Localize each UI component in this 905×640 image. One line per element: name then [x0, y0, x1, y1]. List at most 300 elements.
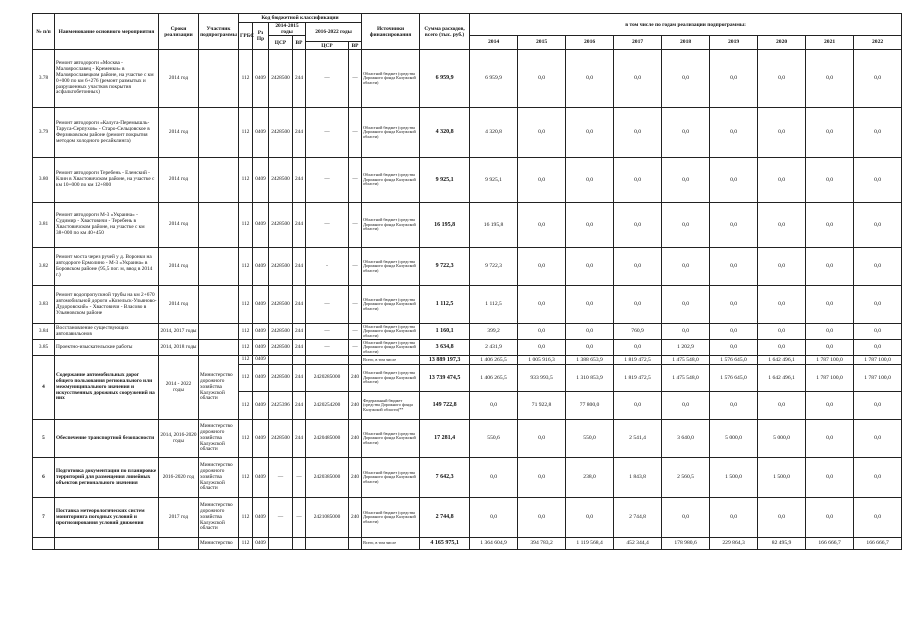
year-amount: 82 495,9	[758, 538, 806, 550]
year-amount: 0,0	[854, 498, 902, 538]
vr-code-1: 244	[293, 324, 306, 340]
implementation-term: 2014 год	[159, 286, 199, 324]
year-amount: 16 195,8	[470, 203, 518, 248]
rzpr-code: 0409	[253, 498, 269, 538]
funding-source: Областной бюджет (средства Дорожного фонда Калужской области)	[362, 365, 420, 392]
vr-code-2: 240	[349, 392, 362, 420]
year-amount: 0,0	[854, 340, 902, 356]
row-number: 3.81	[33, 203, 55, 248]
year-amount: 0,0	[518, 458, 566, 498]
table-row	[33, 286, 902, 324]
total-amount: 16 195,8	[420, 203, 470, 248]
csr-code-1: 2428500	[269, 365, 293, 392]
total-amount: 1 112,5	[420, 286, 470, 324]
funding-source: Областной бюджет (средства Дорожного фонда Калужской области)	[362, 50, 420, 108]
vr-code-1: 244	[293, 248, 306, 286]
year-amount: 166 666,7	[806, 538, 854, 550]
table-row	[33, 498, 902, 538]
year-amount: 0,0	[518, 340, 566, 356]
year-amount: 1 819 472,5	[614, 356, 662, 365]
total-amount: 17 281,4	[420, 420, 470, 458]
total-amount: 9 722,3	[420, 248, 470, 286]
vr-code-2: 240	[349, 365, 362, 392]
vr-code-1: 244	[293, 158, 306, 203]
csr-code-1: 2428500	[269, 286, 293, 324]
implementation-term: 2014 год	[159, 203, 199, 248]
csr-code-1: 2428500	[269, 158, 293, 203]
event-name: Обеспечение транспортной безопасности	[55, 420, 159, 458]
vr-code-1: 244	[293, 286, 306, 324]
csr-code-1: —	[269, 458, 293, 498]
header-rzpr: Рз Пр	[253, 23, 269, 50]
funding-source: Областной бюджет (средства Дорожного фонда Калужской области)	[362, 498, 420, 538]
year-amount: 6 959,9	[470, 50, 518, 108]
funding-source: Областной бюджет (средства Дорожного фонда Калужской области)	[362, 248, 420, 286]
event-name: Ремонт моста через ручей у д. Воронки на автодороге Ермолино - М-3 «Украина» в Боровском районе (95,5 пог. м, ввод в 2014 г.)	[55, 248, 159, 286]
year-amount: 2 541,4	[614, 420, 662, 458]
row-number: 5	[33, 420, 55, 458]
year-amount: 0,0	[758, 203, 806, 248]
funding-source: Федеральный бюджет (средства Дорожного фонда Калужской области)**	[362, 392, 420, 420]
grbs-code: 112	[239, 158, 253, 203]
empty-cell	[269, 538, 293, 550]
header-year: 2019	[710, 36, 758, 50]
year-amount: 1 642 496,1	[758, 365, 806, 392]
year-amount: 0,0	[614, 158, 662, 203]
participant: Министерство	[199, 538, 239, 550]
funding-source: Всего, в том числе	[362, 356, 420, 365]
year-amount: 0,0	[806, 420, 854, 458]
year-amount: 0,0	[710, 248, 758, 286]
participant	[199, 108, 239, 158]
year-amount: 0,0	[614, 50, 662, 108]
year-amount: 1 119 568,4	[566, 538, 614, 550]
rzpr-code: 0409	[253, 158, 269, 203]
header-by-years: в том числе по годам реализации подпрограммы:	[470, 14, 902, 36]
year-amount: 0,0	[662, 324, 710, 340]
year-amount: 0,0	[518, 286, 566, 324]
implementation-term: 2014, 2018 годы	[159, 340, 199, 356]
year-amount: 0,0	[614, 340, 662, 356]
implementation-term: 2016-2020 год	[159, 458, 199, 498]
header-participant: Участник подпрограммы	[199, 14, 239, 50]
year-amount: 0,0	[518, 248, 566, 286]
rzpr-code: 0409	[253, 340, 269, 356]
total-amount: 149 722,8	[420, 392, 470, 420]
empty-cell	[293, 538, 306, 550]
year-amount: 0,0	[662, 203, 710, 248]
year-amount: 0,0	[758, 108, 806, 158]
year-amount: 0,0	[758, 324, 806, 340]
year-amount: 0,0	[662, 50, 710, 108]
year-amount: 0,0	[710, 498, 758, 538]
year-amount: 229 864,3	[710, 538, 758, 550]
year-amount: 0,0	[854, 392, 902, 420]
vr-code-1: 244	[293, 392, 306, 420]
year-amount: 1 787 100,0	[806, 356, 854, 365]
csr-code-1: 2428500	[269, 340, 293, 356]
year-amount: 0,0	[662, 498, 710, 538]
total-amount: 4 320,8	[420, 108, 470, 158]
rzpr-code: 0409	[253, 458, 269, 498]
year-amount: 2 431,9	[470, 340, 518, 356]
table-row	[33, 248, 902, 286]
implementation-term: 2014, 2017 годы	[159, 324, 199, 340]
year-amount: 0,0	[758, 392, 806, 420]
vr-code-1: —	[293, 498, 306, 538]
year-amount: 0,0	[566, 158, 614, 203]
year-amount: 5 000,0	[710, 420, 758, 458]
grbs-code: 112	[239, 356, 253, 365]
csr-code-2	[306, 356, 349, 365]
year-amount: 0,0	[518, 324, 566, 340]
event-name: Проектно-изыскательские работы	[55, 340, 159, 356]
vr-code-2: —	[349, 324, 362, 340]
year-amount: 1 500,0	[758, 458, 806, 498]
year-amount: 394 783,2	[518, 538, 566, 550]
year-amount: 0,0	[806, 248, 854, 286]
year-amount: 0,0	[806, 286, 854, 324]
funding-source: Областной бюджет (средства Дорожного фонда Калужской области)	[362, 340, 420, 356]
funding-source: Областной бюджет (средства Дорожного фонда Калужской области)	[362, 108, 420, 158]
rzpr-code: 0409	[253, 365, 269, 392]
table-row	[33, 158, 902, 203]
vr-code-1: 244	[293, 420, 306, 458]
vr-code-2: —	[349, 50, 362, 108]
year-amount: 1 388 653,9	[566, 356, 614, 365]
table-row	[33, 356, 902, 365]
vr-code-1: 244	[293, 108, 306, 158]
header-number: № п/п	[33, 14, 55, 50]
year-amount: 0,0	[518, 498, 566, 538]
grbs-code: 112	[239, 286, 253, 324]
header-year: 2014	[470, 36, 518, 50]
participant	[199, 50, 239, 108]
year-amount: 0,0	[518, 108, 566, 158]
year-amount: 0,0	[566, 498, 614, 538]
vr-code-1: 244	[293, 365, 306, 392]
csr-code-2: 2420385000	[306, 458, 349, 498]
participant: Министерство дорожного хозяйства Калужской области	[199, 458, 239, 498]
vr-code-2: 240	[349, 458, 362, 498]
rzpr-code: 0409	[253, 392, 269, 420]
header-year: 2018	[662, 36, 710, 50]
year-amount: 0,0	[662, 392, 710, 420]
row-number: 3.79	[33, 108, 55, 158]
csr-code-2: 2421085000	[306, 498, 349, 538]
implementation-term: 2014, 2016-2020 годы	[159, 420, 199, 458]
year-amount: 0,0	[518, 50, 566, 108]
total-amount: 13 889 197,3	[420, 356, 470, 365]
year-amount: 0,0	[806, 203, 854, 248]
year-amount: 0,0	[710, 340, 758, 356]
rzpr-code: 0409	[253, 324, 269, 340]
rzpr-code: 0409	[253, 248, 269, 286]
year-amount: 0,0	[854, 286, 902, 324]
year-amount: 1 475 548,0	[662, 365, 710, 392]
csr-code-1: —	[269, 498, 293, 538]
year-amount: 1 364 604,9	[470, 538, 518, 550]
year-amount: 0,0	[806, 324, 854, 340]
year-amount: 1 475 548,0	[662, 356, 710, 365]
vr-code-1: 244	[293, 340, 306, 356]
year-amount: 9 925,1	[470, 158, 518, 203]
year-amount: 0,0	[566, 324, 614, 340]
total-amount: 6 959,9	[420, 50, 470, 108]
table-row	[33, 538, 902, 550]
year-amount: 0,0	[854, 203, 902, 248]
year-amount: 9 722,3	[470, 248, 518, 286]
year-amount: 1 112,5	[470, 286, 518, 324]
year-amount: 0,0	[614, 108, 662, 158]
year-amount: 3 640,0	[662, 420, 710, 458]
participant: Министерство дорожного хозяйства Калужской области	[199, 498, 239, 538]
csr-code-1: 2425396	[269, 392, 293, 420]
header-year: 2016	[566, 36, 614, 50]
row-number: 3.85	[33, 340, 55, 356]
year-amount: 0,0	[758, 50, 806, 108]
year-amount: 1 310 853,9	[566, 365, 614, 392]
year-amount: 933 993,5	[518, 365, 566, 392]
csr-code-1: 2428500	[269, 203, 293, 248]
year-amount: 0,0	[614, 203, 662, 248]
event-name: Подготовка документации по планировке территорий для размещения линейных объектов регионального значения	[55, 458, 159, 498]
year-amount: 0,0	[758, 498, 806, 538]
participant	[199, 203, 239, 248]
row-number: 7	[33, 498, 55, 538]
year-amount: 1 005 916,3	[518, 356, 566, 365]
grbs-code: 112	[239, 365, 253, 392]
participant: Министерство дорожного хозяйства Калужской области	[199, 420, 239, 458]
rzpr-code: 0409	[253, 356, 269, 365]
csr-code-1	[269, 356, 293, 365]
vr-code-1: —	[293, 458, 306, 498]
year-amount: 0,0	[470, 458, 518, 498]
year-amount: 0,0	[518, 420, 566, 458]
year-amount: 0,0	[662, 248, 710, 286]
csr-code-1: 2428500	[269, 248, 293, 286]
vr-code-2: —	[349, 286, 362, 324]
csr-code-2: —	[306, 108, 349, 158]
year-amount: 0,0	[662, 158, 710, 203]
year-amount: 0,0	[806, 392, 854, 420]
year-amount: 238,0	[566, 458, 614, 498]
year-amount: 550,6	[470, 420, 518, 458]
year-amount: 0,0	[710, 286, 758, 324]
year-amount: 0,0	[470, 392, 518, 420]
csr-code-2: 2420485000	[306, 420, 349, 458]
header-vr-1: ВР	[293, 36, 306, 50]
year-amount: 0,0	[710, 392, 758, 420]
event-name: Ремонт автодороги Теребень - Еленский - Клин в Хвастовичском районе, на участке с км 10+000 по км 12+800	[55, 158, 159, 203]
csr-code-2: —	[306, 50, 349, 108]
year-amount: 0,0	[758, 158, 806, 203]
year-amount: 0,0	[758, 340, 806, 356]
csr-code-2: 2420285000	[306, 365, 349, 392]
event-name: Содержание автомобильных дорог общего пользования регионального или межмуниципального значения и искусственных дорожных сооружений на них	[55, 356, 159, 420]
year-amount: 0,0	[854, 50, 902, 108]
year-amount: 1 202,9	[662, 340, 710, 356]
row-number: 4	[33, 356, 55, 420]
row-number: 3.78	[33, 50, 55, 108]
header-sources: Источники финансирования	[362, 14, 420, 50]
year-amount: 0,0	[614, 392, 662, 420]
funding-source: Областной бюджет (средства Дорожного фонда Калужской области)	[362, 420, 420, 458]
csr-code-1: 2428500	[269, 420, 293, 458]
header-event: Наименование основного мероприятия	[55, 14, 159, 50]
year-amount: 0,0	[854, 458, 902, 498]
rzpr-code: 0409	[253, 538, 269, 550]
year-amount: 77 800,0	[566, 392, 614, 420]
empty-cell	[306, 538, 349, 550]
year-amount: 0,0	[518, 158, 566, 203]
year-amount: 0,0	[566, 108, 614, 158]
csr-code-2: —	[306, 286, 349, 324]
event-name: Поставка метеорологических систем мониторинга погодных условий и прогнозирования условий движения	[55, 498, 159, 538]
year-amount: 0,0	[806, 458, 854, 498]
year-amount: 0,0	[566, 203, 614, 248]
header-csr-2: ЦСР	[306, 42, 349, 50]
year-amount: 0,0	[854, 324, 902, 340]
header-year: 2015	[518, 36, 566, 50]
implementation-term: 2014 год	[159, 248, 199, 286]
year-amount: 0,0	[614, 248, 662, 286]
total-amount: 4 165 975,1	[420, 538, 470, 550]
funding-source: Областной бюджет (средства Дорожного фонда Калужской области)	[362, 158, 420, 203]
table-row	[33, 324, 902, 340]
grbs-code: 112	[239, 340, 253, 356]
year-amount: 71 922,8	[518, 392, 566, 420]
total-amount: 3 634,8	[420, 340, 470, 356]
total-amount: 7 642,3	[420, 458, 470, 498]
header-total: Сумма расходов, всего (тыс. руб.)	[420, 14, 470, 50]
rzpr-code: 0409	[253, 420, 269, 458]
participant	[199, 324, 239, 340]
header-year: 2020	[758, 36, 806, 50]
year-amount: 0,0	[758, 248, 806, 286]
vr-code-2	[349, 356, 362, 365]
year-amount: 1 406 265,5	[470, 365, 518, 392]
row-number: 3.82	[33, 248, 55, 286]
table-row	[33, 50, 902, 108]
rzpr-code: 0409	[253, 203, 269, 248]
table-row	[33, 108, 902, 158]
year-amount: 0,0	[566, 286, 614, 324]
table-header	[33, 14, 902, 50]
vr-code-1: 244	[293, 203, 306, 248]
year-amount: 0,0	[566, 340, 614, 356]
funding-source: Областной бюджет (средства Дорожного фонда Калужской области)	[362, 324, 420, 340]
year-amount: 0,0	[470, 498, 518, 538]
empty-cell	[349, 538, 362, 550]
year-amount: 1 576 645,0	[710, 356, 758, 365]
implementation-term: 2014 год	[159, 158, 199, 203]
year-amount: 1 787 100,0	[806, 365, 854, 392]
vr-code-2: —	[349, 248, 362, 286]
year-amount: 0,0	[710, 324, 758, 340]
header-csr-1: ЦСР	[269, 36, 293, 50]
csr-code-2: —	[306, 324, 349, 340]
csr-code-2: —	[306, 203, 349, 248]
total-amount: 1 160,1	[420, 324, 470, 340]
header-term: Сроки реализации	[159, 14, 199, 50]
year-amount: 1 576 645,0	[710, 365, 758, 392]
year-amount: 0,0	[566, 248, 614, 286]
year-amount: 0,0	[854, 108, 902, 158]
year-amount: 0,0	[854, 420, 902, 458]
participant	[199, 286, 239, 324]
csr-code-1: 2428500	[269, 324, 293, 340]
empty-cell	[33, 538, 55, 550]
year-amount: 0,0	[854, 248, 902, 286]
year-amount: 0,0	[758, 286, 806, 324]
event-name: Ремонт автодороги «Калуга-Перемышль-Таруса-Серпухов» - Старо-Сельцовское в Ферзиковском районе (ремонт покрытия методом холодного ресайклинга)	[55, 108, 159, 158]
year-amount: 0,0	[806, 340, 854, 356]
csr-code-2: —	[306, 158, 349, 203]
total-amount: 9 925,1	[420, 158, 470, 203]
row-number: 6	[33, 458, 55, 498]
grbs-code: 112	[239, 324, 253, 340]
rzpr-code: 0409	[253, 108, 269, 158]
vr-code-2: 240	[349, 420, 362, 458]
year-amount: 2 744,8	[614, 498, 662, 538]
table-row	[33, 203, 902, 248]
year-amount: 760,9	[614, 324, 662, 340]
year-amount: 5 000,0	[758, 420, 806, 458]
table-row	[33, 458, 902, 498]
year-amount: 4 320,8	[470, 108, 518, 158]
csr-code-2: -	[306, 248, 349, 286]
table-row	[33, 420, 902, 458]
year-amount: 550,0	[566, 420, 614, 458]
year-amount: 1 500,0	[710, 458, 758, 498]
vr-code-2: 240	[349, 498, 362, 538]
vr-code-1	[293, 356, 306, 365]
grbs-code: 112	[239, 538, 253, 550]
year-amount: 166 666,7	[854, 538, 902, 550]
year-amount: 178 980,6	[662, 538, 710, 550]
grbs-code: 112	[239, 392, 253, 420]
year-amount: 1 819 472,5	[614, 365, 662, 392]
event-name: Ремонт автодороги «Москва - Малоярославец - Кременки» в Малоярославецком районе, на участке с км 0+000 по км 6+276 (ремонт размытых и разрушенных участков покрытия асфальтобетонных)	[55, 50, 159, 108]
year-amount: 2 560,5	[662, 458, 710, 498]
header-year: 2022	[854, 36, 902, 50]
header-kbk: Код бюджетной классификации	[239, 14, 362, 23]
table-body	[33, 50, 902, 550]
year-amount: 0,0	[566, 50, 614, 108]
year-amount: 0,0	[854, 158, 902, 203]
implementation-term: 2014 год	[159, 50, 199, 108]
csr-code-1: 2428500	[269, 108, 293, 158]
vr-code-2: —	[349, 108, 362, 158]
vr-code-2: —	[349, 340, 362, 356]
csr-code-2: 2420254200	[306, 392, 349, 420]
header-period-2: 2016-2022 годы	[306, 23, 362, 42]
year-amount: 0,0	[710, 50, 758, 108]
year-amount: 0,0	[806, 50, 854, 108]
year-amount: 0,0	[806, 108, 854, 158]
budget-table	[32, 13, 902, 550]
participant	[199, 340, 239, 356]
participant: Министерство дорожного хозяйства Калужской области	[199, 356, 239, 420]
year-amount: 1 406 265,5	[470, 356, 518, 365]
year-amount: 1 642 496,1	[758, 356, 806, 365]
rzpr-code: 0409	[253, 286, 269, 324]
total-amount: 13 739 474,5	[420, 365, 470, 392]
grbs-code: 112	[239, 248, 253, 286]
header-year: 2021	[806, 36, 854, 50]
funding-source: Всего, в том числе	[362, 538, 420, 550]
